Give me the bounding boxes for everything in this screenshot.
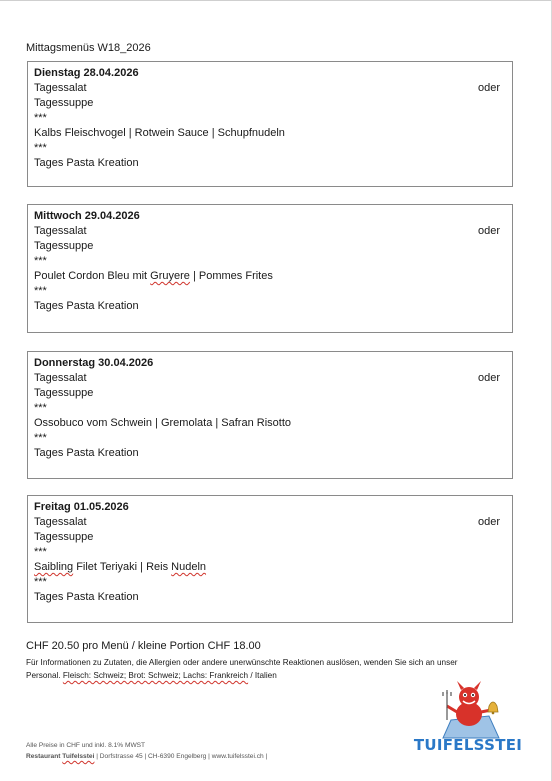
main-dish: [34, 560, 506, 575]
salad-item: Tagessalat: [34, 225, 87, 237]
main-dish: [34, 269, 506, 284]
day-heading: Mittwoch 29.04.2026: [34, 210, 140, 222]
restaurant-name: Tuifelsstei: [62, 753, 95, 760]
pasta-item: Tages Pasta Kreation: [34, 591, 139, 603]
address-line: [26, 751, 267, 762]
day-heading: Donnerstag 30.04.2026: [34, 357, 154, 369]
salad-item: Tagessalat: [34, 82, 87, 94]
allergen-info-line: Für Informationen zu Zutaten, die Allergien oder andere unerwünschte Reaktionen auslösen, wenden Sie sich an unser: [26, 658, 458, 667]
address-prefix: Restaurant: [26, 753, 63, 760]
salad-item: Tagessalat: [34, 516, 87, 528]
page-edge-top: [0, 0, 552, 1]
separator: ***: [34, 285, 47, 297]
main-dish: Kalbs Fleischvogel | Rotwein Sauce | Schupfnudeln: [34, 127, 285, 139]
separator: ***: [34, 112, 47, 124]
day-box-wednesday: [27, 204, 513, 333]
day-box-tuesday: [27, 61, 513, 187]
separator: ***: [34, 546, 47, 558]
restaurant-logo: [413, 680, 523, 770]
separator: ***: [34, 576, 47, 588]
main-dish-part: Poulet Cordon Bleu mit: [34, 270, 151, 282]
main-dish-part-misspelled: Nudeln: [171, 561, 207, 573]
day-heading: Dienstag 28.04.2026: [34, 67, 139, 79]
pasta-item: Tages Pasta Kreation: [34, 157, 139, 169]
soup-item: Tagessuppe: [34, 97, 94, 109]
address-details: | Dorfstrasse 45 | CH-6390 Engelberg | www.tuifelsstei.ch |: [94, 753, 268, 760]
origin-list: Fleisch: Schweiz; Brot: Schweiz; Lachs: Frankreich: [62, 671, 249, 680]
separator: ***: [34, 432, 47, 444]
main-dish-part: | Pommes Frites: [189, 270, 273, 282]
devil-mascot-icon: [413, 680, 523, 740]
day-heading: Freitag 01.05.2026: [34, 501, 129, 513]
footer: [26, 740, 267, 762]
main-dish-part: Filet Teriyaki | Reis: [73, 561, 172, 573]
separator: ***: [34, 402, 47, 414]
allergen-info: [26, 656, 526, 682]
separator: ***: [34, 255, 47, 267]
main-dish: Ossobuco vom Schwein | Gremolata | Safran Risotto: [34, 417, 291, 429]
price-note: CHF 20.50 pro Menü / kleine Portion CHF 18.00: [26, 640, 261, 652]
soup-item: Tagessuppe: [34, 531, 94, 543]
main-dish-part-misspelled: Saibling: [34, 561, 74, 573]
or-label: oder: [477, 516, 500, 528]
soup-item: Tagessuppe: [34, 387, 94, 399]
or-label: oder: [477, 82, 500, 94]
day-box-thursday: [27, 351, 513, 479]
salad-item: Tagessalat: [34, 372, 87, 384]
pasta-item: Tages Pasta Kreation: [34, 300, 139, 312]
logo-wordmark: TUIFELSSTEI: [413, 736, 523, 754]
pasta-item: Tages Pasta Kreation: [34, 447, 139, 459]
or-label: oder: [477, 225, 500, 237]
origin-suffix: / Italien: [248, 671, 277, 680]
soup-item: Tagessuppe: [34, 240, 94, 252]
or-label: oder: [477, 372, 500, 384]
page-title: Mittagsmenüs W18_2026: [26, 42, 151, 54]
origin-prefix: Personal.: [26, 671, 63, 680]
main-dish-part-misspelled: Gruyere: [150, 270, 190, 282]
separator: ***: [34, 142, 47, 154]
day-box-friday: [27, 495, 513, 623]
vat-note: Alle Preise in CHF und inkl. 8.1% MWST: [26, 742, 146, 749]
